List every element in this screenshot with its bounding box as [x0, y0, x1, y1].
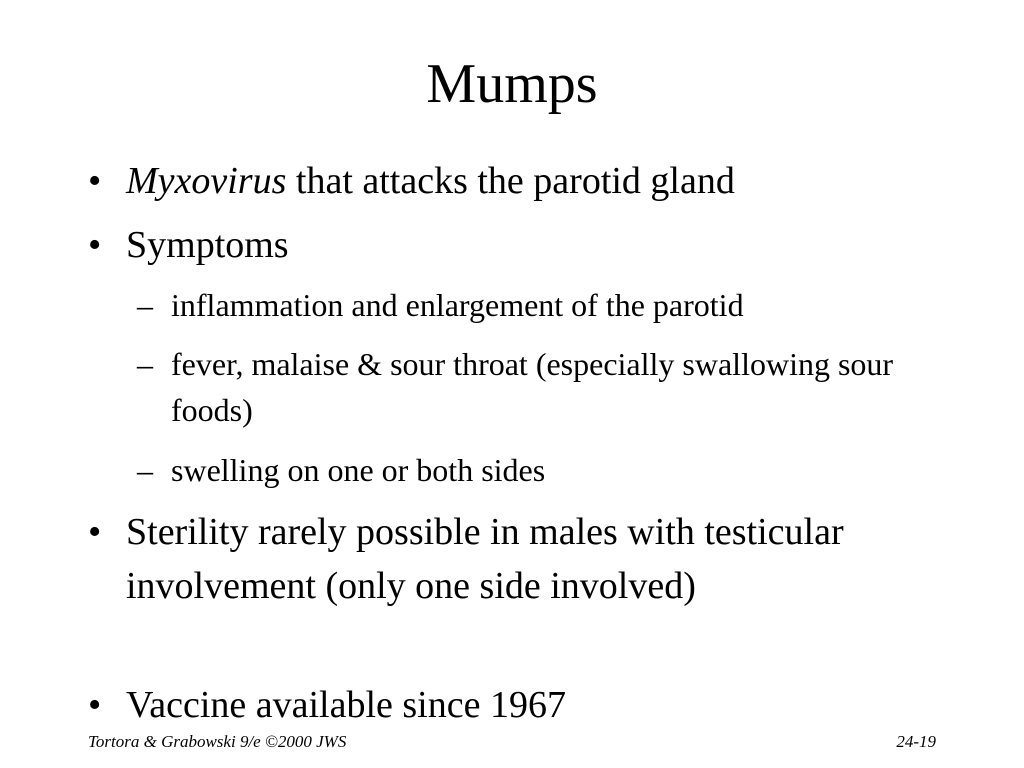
bullet-item [88, 218, 888, 272]
bullet-marker: • [88, 160, 102, 202]
slide-number: 24-19 [896, 732, 936, 751]
bullet-marker: • [88, 511, 102, 553]
sub-bullet-marker: – [137, 346, 153, 382]
sub-bullet-item [137, 282, 897, 328]
sub-bullet-text: inflammation and enlargement of the parotid [171, 287, 744, 323]
footer-citation: Tortora & Grabowski 9/e ©2000 JWS [88, 732, 347, 751]
sub-bullet-item [137, 447, 897, 493]
italic-term: Myxovirus [126, 160, 287, 202]
bullet-text: Symptoms [126, 224, 289, 266]
bullet-marker: • [88, 684, 102, 726]
bullet-item [88, 678, 888, 732]
bullet-item [88, 154, 888, 208]
bullet-text: Myxovirus that attacks the parotid gland [126, 160, 735, 202]
sub-bullet-text: fever, malaise & sour throat (especially swallowing sour foods) [171, 346, 894, 428]
sub-bullet-marker: – [137, 287, 153, 323]
sub-bullet-item [137, 341, 897, 433]
bullet-item [88, 505, 888, 613]
sub-bullet-marker: – [137, 452, 153, 488]
slide-title: Mumps [426, 53, 598, 115]
sub-bullet-text: swelling on one or both sides [171, 452, 546, 488]
bullet-marker: • [88, 224, 102, 266]
bullet-text: Vaccine available since 1967 [126, 684, 566, 726]
bullet-text: Sterility rarely possible in males with testicular involvement (only one side involved) [126, 511, 844, 607]
